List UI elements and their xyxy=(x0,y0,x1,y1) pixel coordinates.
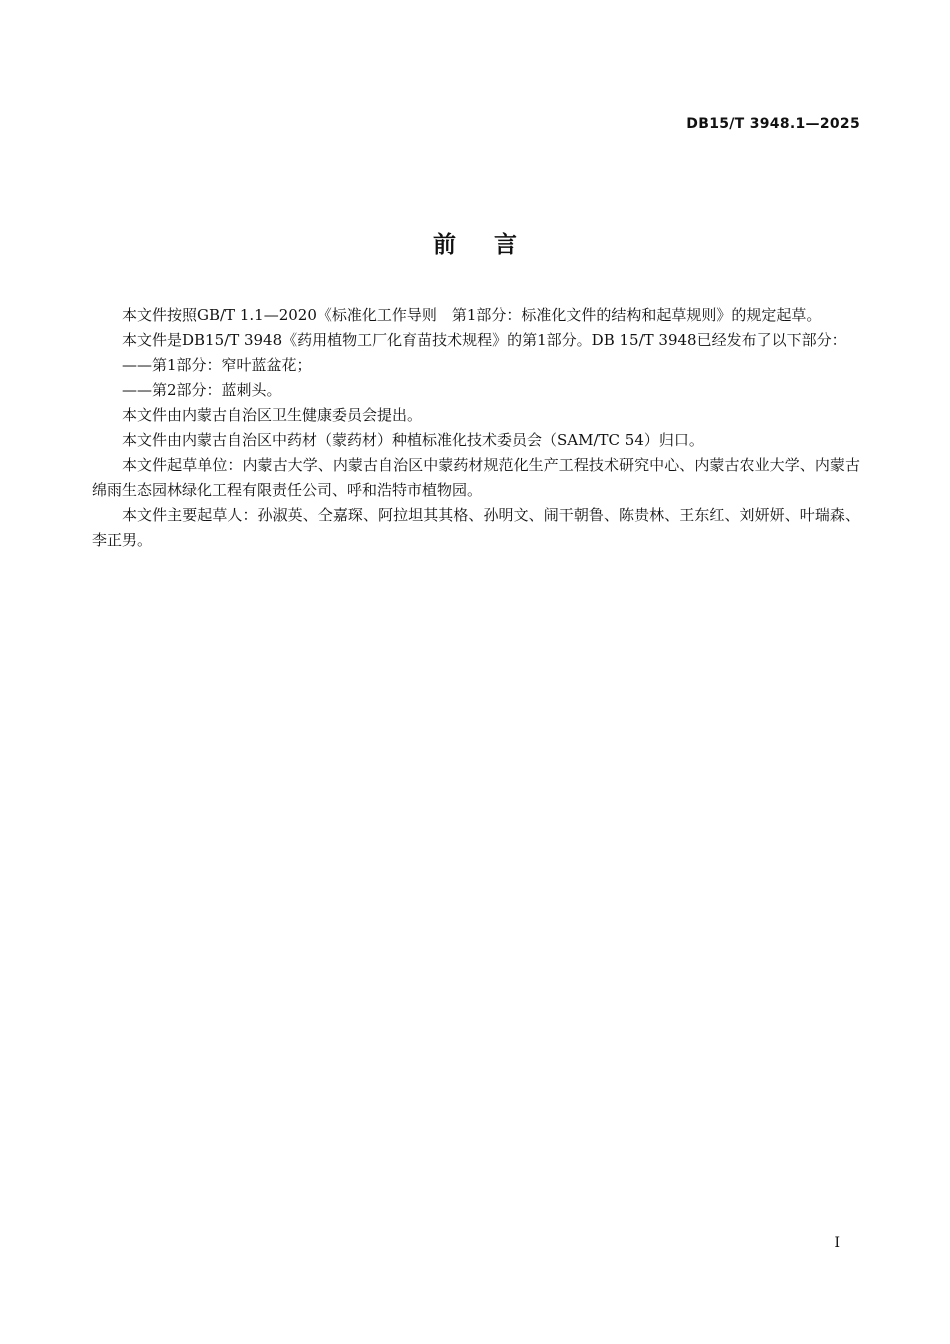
foreword-body xyxy=(92,303,860,553)
page-number: I xyxy=(834,1235,840,1251)
paragraph-part-1: ——第1部分：窄叶蓝盆花； xyxy=(122,356,312,374)
document-code: DB15/T 3948.1—2025 xyxy=(686,116,860,132)
paragraph-responsible-committee: 本文件由内蒙古自治区中药材（蒙药材）种植标准化技术委员会（SAM/TC 54）归口。 xyxy=(122,431,704,449)
paragraph-drafters: 本文件主要起草人：孙淑英、仝嘉琛、阿拉坦其其格、孙明文、闹干朝鲁、陈贵林、王东红、刘妍妍、叶瑞森、李正男。 xyxy=(92,506,860,549)
page-title: 前言 xyxy=(433,232,555,258)
paragraph-drafting-rule: 本文件按照GB/T 1.1—2020《标准化工作导则 第1部分：标准化文件的结构和起草规则》的规定起草。 xyxy=(122,306,822,324)
paragraph-drafting-units: 本文件起草单位：内蒙古大学、内蒙古自治区中蒙药材规范化生产工程技术研究中心、内蒙古农业大学、内蒙古绵雨生态园林绿化工程有限责任公司、呼和浩特市植物园。 xyxy=(92,456,860,499)
paragraph-part-2: ——第2部分：蓝刺头。 xyxy=(122,381,282,399)
paragraph-series-info: 本文件是DB15/T 3948《药用植物工厂化育苗技术规程》的第1部分。DB 15/T 3948已经发布了以下部分： xyxy=(122,331,847,349)
paragraph-proposer: 本文件由内蒙古自治区卫生健康委员会提出。 xyxy=(122,406,423,424)
